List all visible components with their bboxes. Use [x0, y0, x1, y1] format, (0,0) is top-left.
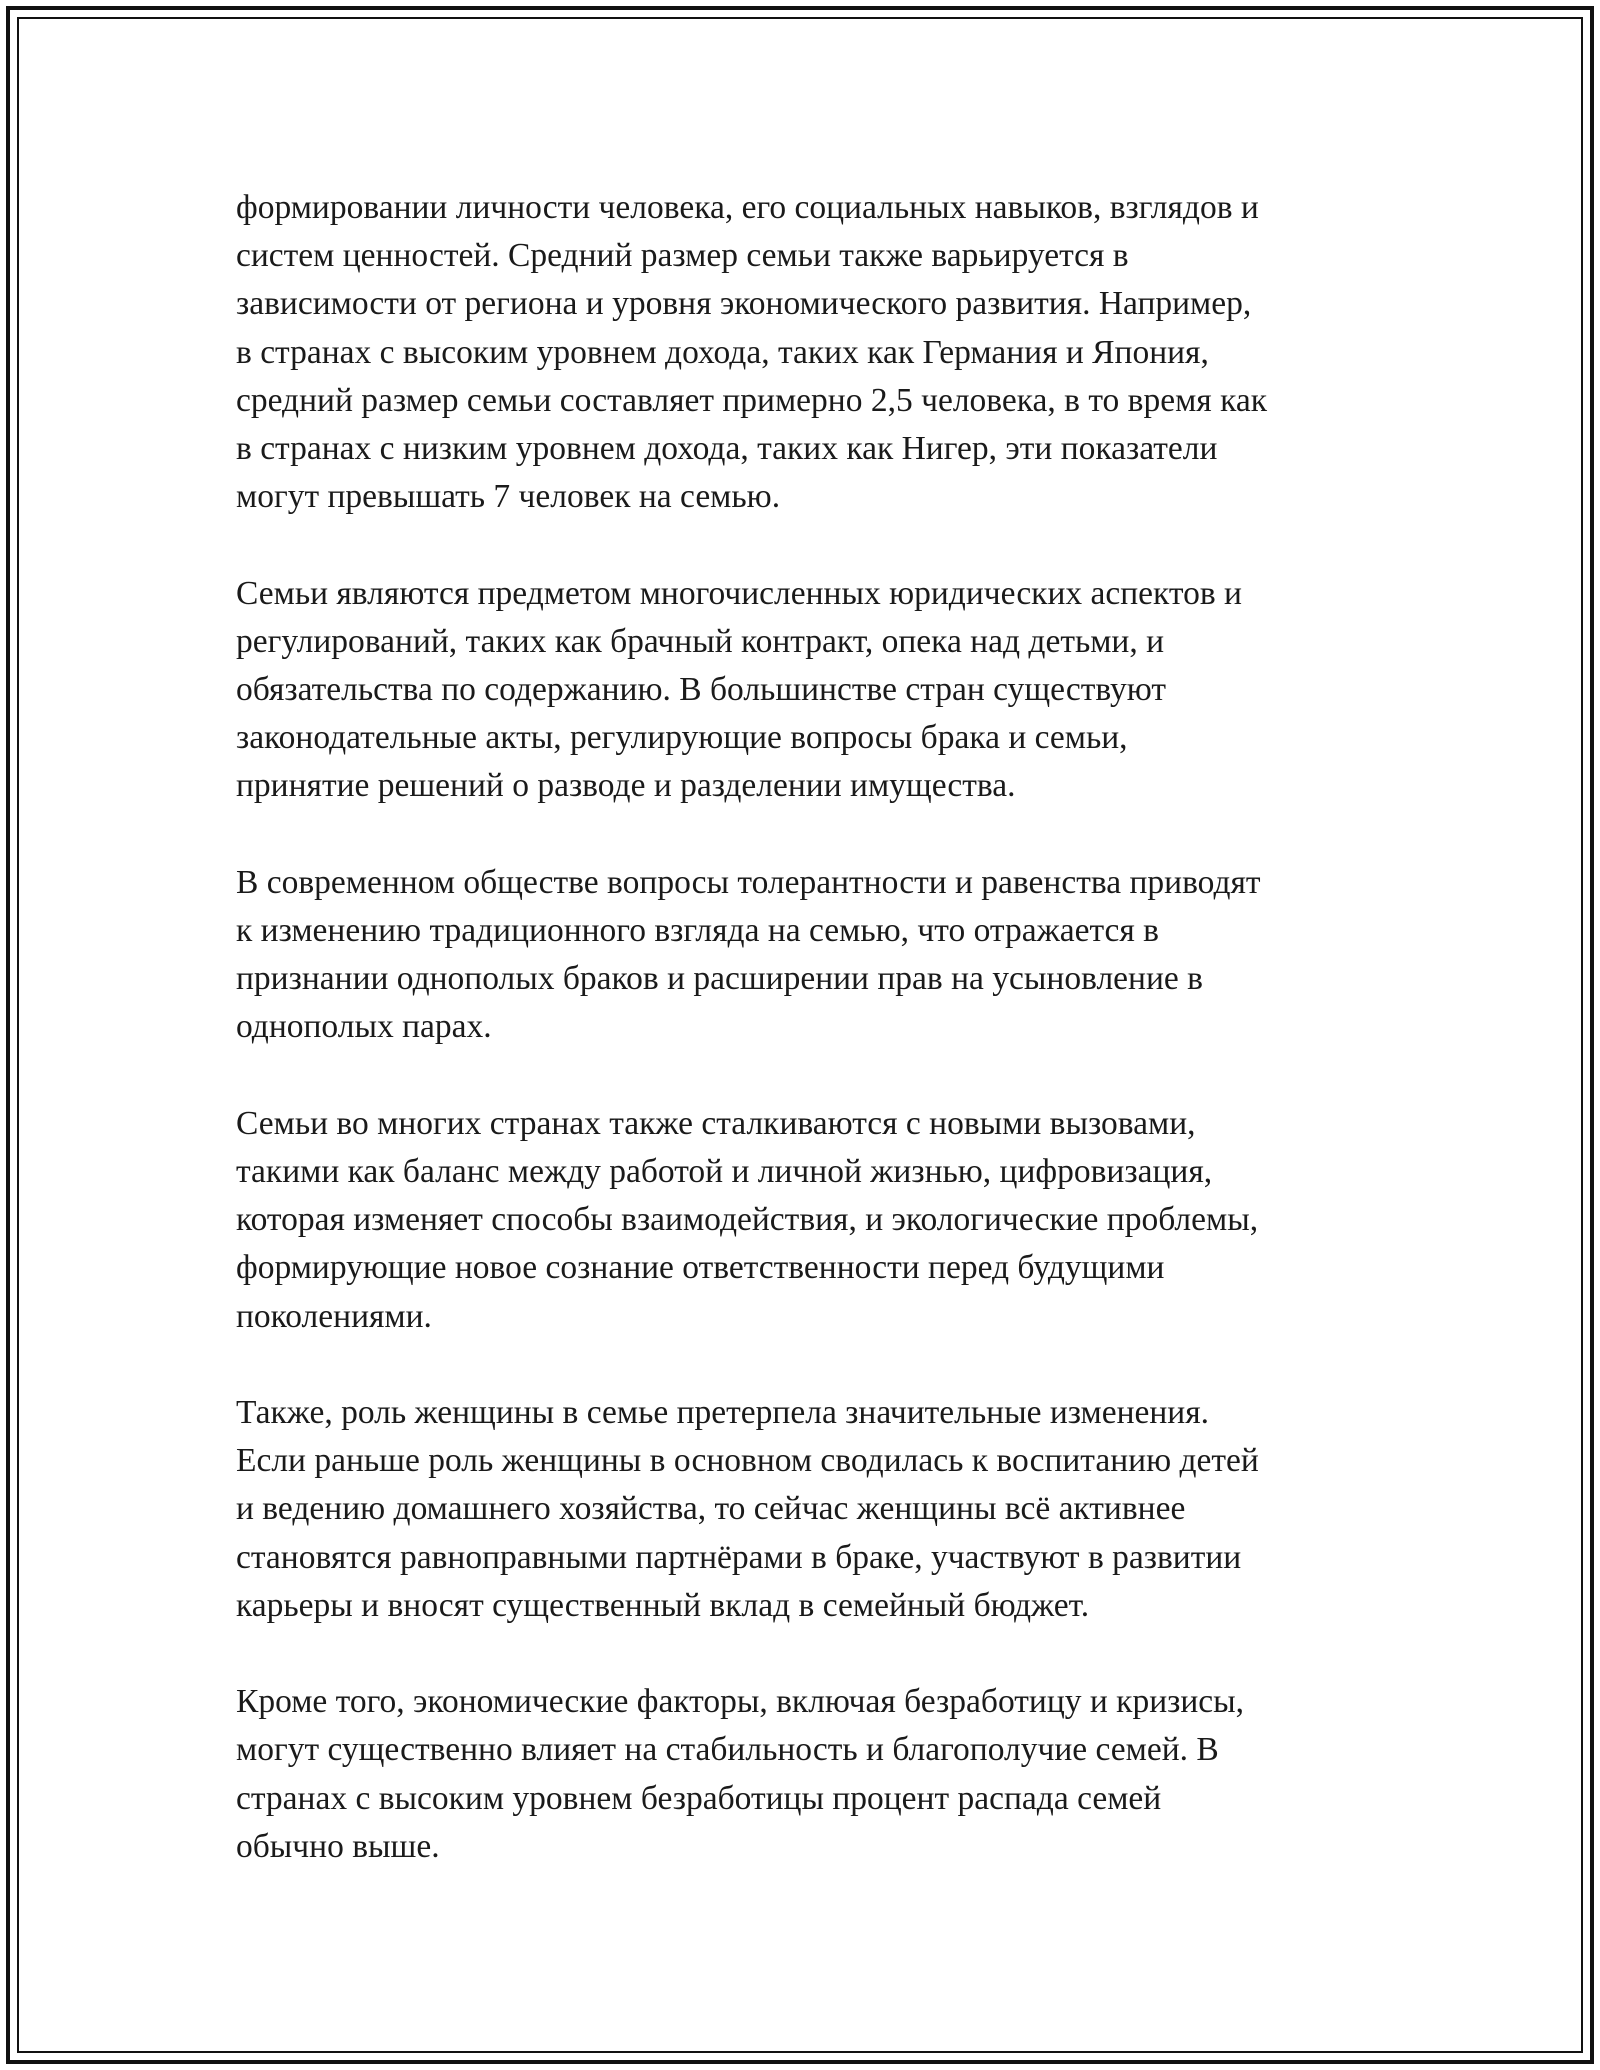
paragraph	[236, 570, 1396, 811]
text-line: обязательства по содержанию. В большинстве стран существуют	[236, 671, 1167, 709]
text-line: в странах с низким уровнем дохода, таких как Нигер, эти показатели	[236, 430, 1218, 468]
text-line: поколениями.	[236, 1297, 432, 1335]
text-line: законодательные акты, регулирующие вопросы брака и семьи,	[236, 719, 1128, 757]
text-line: Кроме того, экономические факторы, включая безработицу и кризисы,	[236, 1683, 1245, 1721]
text-line: Если раньше роль женщины в основном сводилась к воспитанию детей	[236, 1442, 1259, 1480]
text-line: систем ценностей. Средний размер семьи также варьируется в	[236, 237, 1129, 275]
text-line: такими как баланс между работой и личной жизнью, цифровизация,	[236, 1153, 1213, 1191]
text-line: зависимости от региона и уровня экономического развития. Например,	[236, 285, 1252, 323]
text-line: и ведению домашнего хозяйства, то сейчас женщины всё активнее	[236, 1490, 1186, 1528]
paragraph	[236, 859, 1396, 1052]
document-body	[236, 184, 1396, 1919]
text-line: регулирований, таких как брачный контракт, опека над детьми, и	[236, 622, 1165, 660]
text-line: принятие решений о разводе и разделении имущества.	[236, 767, 1016, 805]
paragraph	[236, 1389, 1396, 1630]
text-line: могут существенно влияет на стабильность и благополучие семей. В	[236, 1731, 1219, 1769]
text-line: обычно выше.	[236, 1827, 440, 1865]
text-line: формировании личности человека, его социальных навыков, взглядов и	[236, 189, 1259, 226]
text-line: к изменению традиционного взгляда на семью, что отражается в	[236, 912, 1159, 950]
text-line: могут превышать 7 человек на семью.	[236, 478, 781, 516]
text-line: Семьи являются предметом многочисленных юридических аспектов и	[236, 574, 1242, 612]
text-line: однополых парах.	[236, 1008, 492, 1046]
text-line: карьеры и вносят существенный вклад в семейный бюджет.	[236, 1586, 1090, 1624]
text-line: признании однополых браков и расширении прав на усыновление в	[236, 960, 1203, 998]
text-line: формирующие новое сознание ответственности перед будущими	[236, 1249, 1165, 1287]
text-line: которая изменяет способы взаимодействия, и экологические проблемы,	[236, 1201, 1259, 1239]
paragraph	[236, 184, 1396, 521]
text-line: В современном обществе вопросы толерантности и равенства приводят	[236, 863, 1261, 901]
text-line: становятся равноправными партнёрами в браке, участвуют в развитии	[236, 1538, 1242, 1576]
text-line: в странах с высоким уровнем дохода, таких как Германия и Япония,	[236, 333, 1209, 371]
paragraph	[236, 1100, 1396, 1341]
paragraph	[236, 1678, 1396, 1871]
text-line: Также, роль женщины в семье претерпела значительные изменения.	[236, 1394, 1210, 1432]
text-line: средний размер семьи составляет примерно 2,5 человека, в то время как	[236, 381, 1268, 419]
text-line: странах с высоким уровнем безработицы процент распада семей	[236, 1779, 1162, 1817]
text-line: Семьи во многих странах также сталкиваются с новыми вызовами,	[236, 1104, 1196, 1142]
